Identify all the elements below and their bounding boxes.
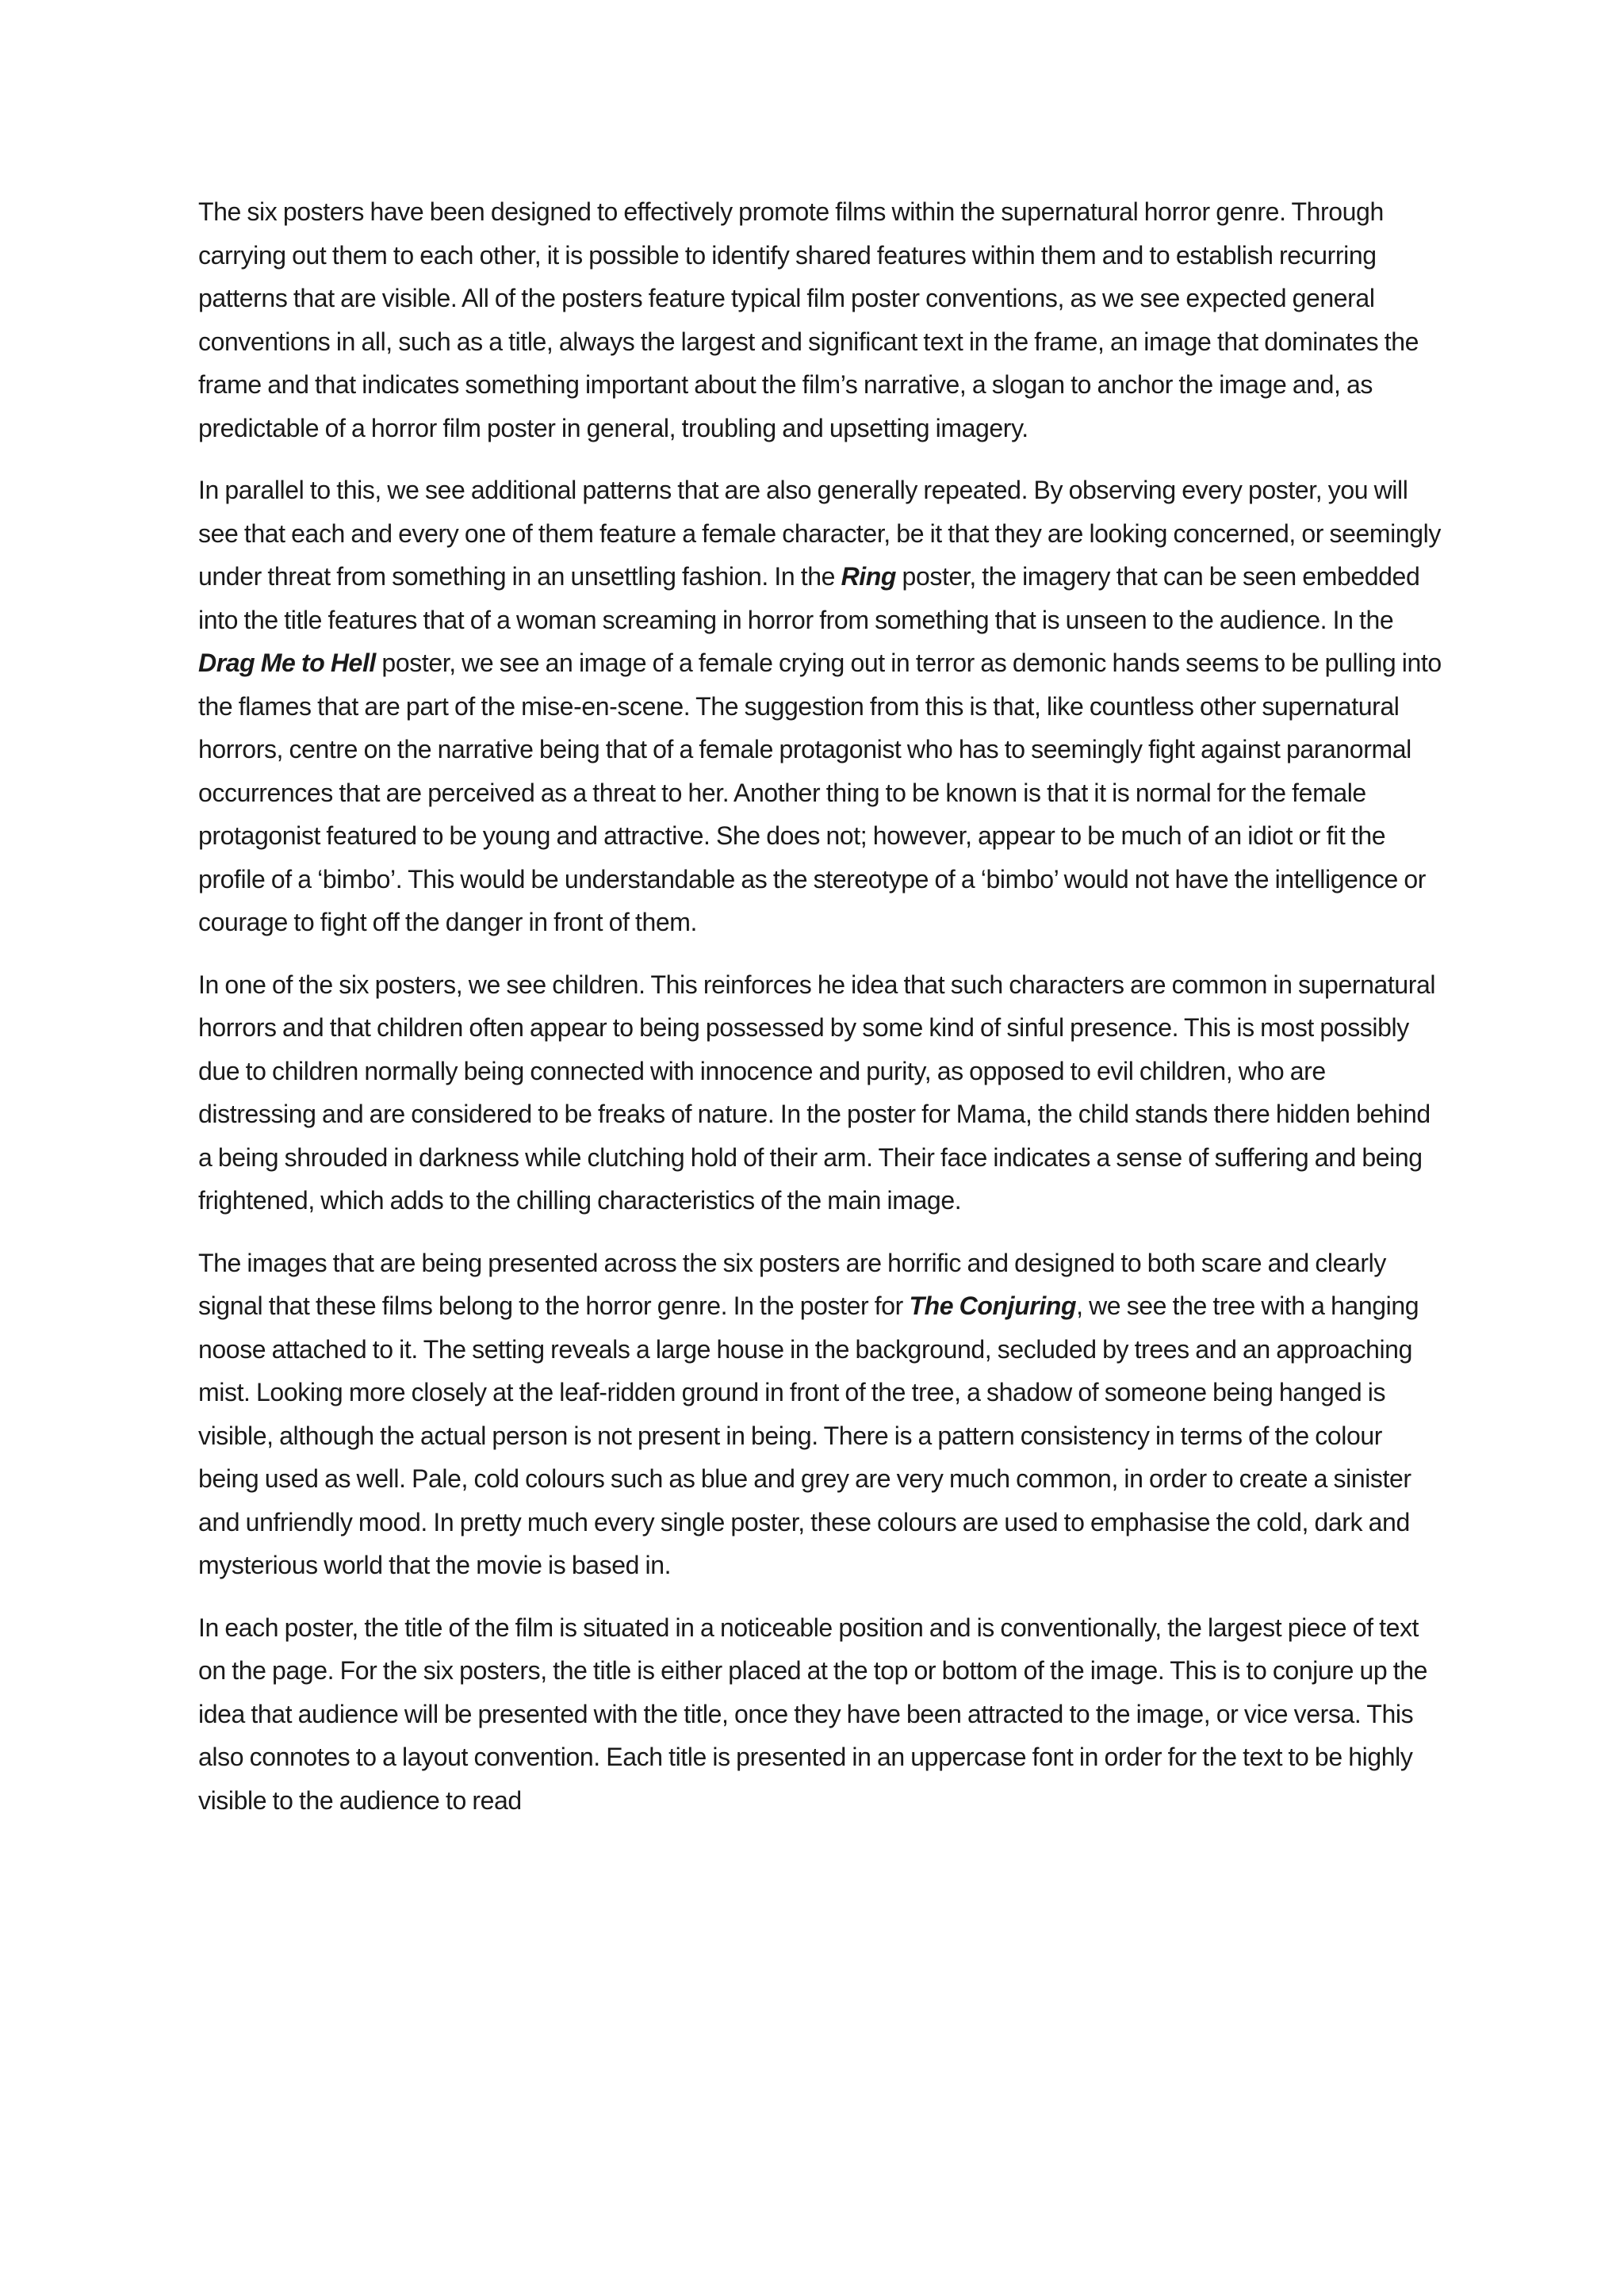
paragraph-text: The six posters have been designed to effectively promote films within the supernatural horror genre. Through carrying out them to each other, it is possible to identify shared features within them and to establish recurring patterns that are visible. All of the posters feature typical film poster conventions, as we see expected general conventions in all, such as a title, always the largest and significant text in the frame, an image that dominates the frame and that indicates something important about the film’s narrative, a slogan to anchor the image and, as predictable of a horror film poster in general, troubling and upsetting imagery. [198,197,1419,442]
paragraph-text: In one of the six posters, we see children. This reinforces he idea that such characters are common in supernatural horrors and that children often appear to being possessed by some kind of sinful presence. This is most possibly due to children normally being connected with innocence and purity, as opposed to evil children, who are distressing and are considered to be freaks of nature. In the poster for Mama, the child stands there hidden behind a being shrouded in darkness while clutching hold of their arm. Their face indicates a sense of suffering and being frightened, which adds to the chilling characteristics of the main image. [198,970,1436,1215]
paragraph-1 [198,190,1447,450]
paragraph-text: , we see the tree with a hanging noose attached to it. The setting reveals a large house in the background, secluded by trees and an approaching mist. Looking more closely at the leaf-ridden ground in front of the tree, a shadow of someone being hanged is visible, although the actual person is not present in being. There is a pattern consistency in terms of the colour being used as well. Pale, cold colours such as blue and grey are very much common, in order to create a sinister and unfriendly mood. In pretty much every single poster, these colours are used to emphasise the cold, dark and mysterious world that the movie is based in. [198,1292,1419,1579]
film-title-drag-me-to-hell: Drag Me to Hell [198,649,376,677]
paragraph-text: poster, the imagery that can be seen embedded into the title features that of a woman screaming in horror from something that is unseen to the audience. In the [198,562,1420,634]
film-title-the-conjuring: The Conjuring [909,1292,1077,1320]
paragraph-text: poster, we see an image of a female crying out in terror as demonic hands seems to be pulling into the flames that are part of the mise-en-scene. The suggestion from this is that, like countless other supernatural horrors, centre on the narrative being that of a female protagonist who has to seemingly fight against paranormal occurrences that are perceived as a threat to her. Another thing to be known is that it is normal for the female protagonist featured to be young and attractive. She does not; however, appear to be much of an idiot or fit the profile of a ‘bimbo’. This would be understandable as the stereotype of a ‘bimbo’ would not have the intelligence or courage to fight off the danger in front of them. [198,649,1442,936]
paragraph-text: In parallel to this, we see additional patterns that are also generally repeated. By observing every poster, you will see that each and every one of them feature a female character, be it that they are looking concerned, or seemingly under threat from something in an unsettling fashion. In the [198,476,1441,591]
paragraph-5 [198,1606,1447,1823]
film-title-ring: Ring [841,562,897,591]
paragraph-4 [198,1242,1447,1587]
paragraph-text: The images that are being presented across the six posters are horrific and designed to both scare and clearly signal that these films belong to the horror genre. In the poster for [198,1248,1386,1320]
paragraph-text: In each poster, the title of the film is situated in a noticeable position and is conventionally, the largest piece of text on the page. For the six posters, the title is either placed at the top or bottom of the image. This is to conjure up the idea that audience will be presented with the title, once they have been attracted to the image, or vice versa. This also connotes to a layout convention. Each title is presented in an uppercase font in order for the text to be highly visible to the audience to read [198,1613,1428,1815]
paragraph-3 [198,963,1447,1223]
paragraph-2 [198,469,1447,944]
document-body [198,190,1447,1841]
